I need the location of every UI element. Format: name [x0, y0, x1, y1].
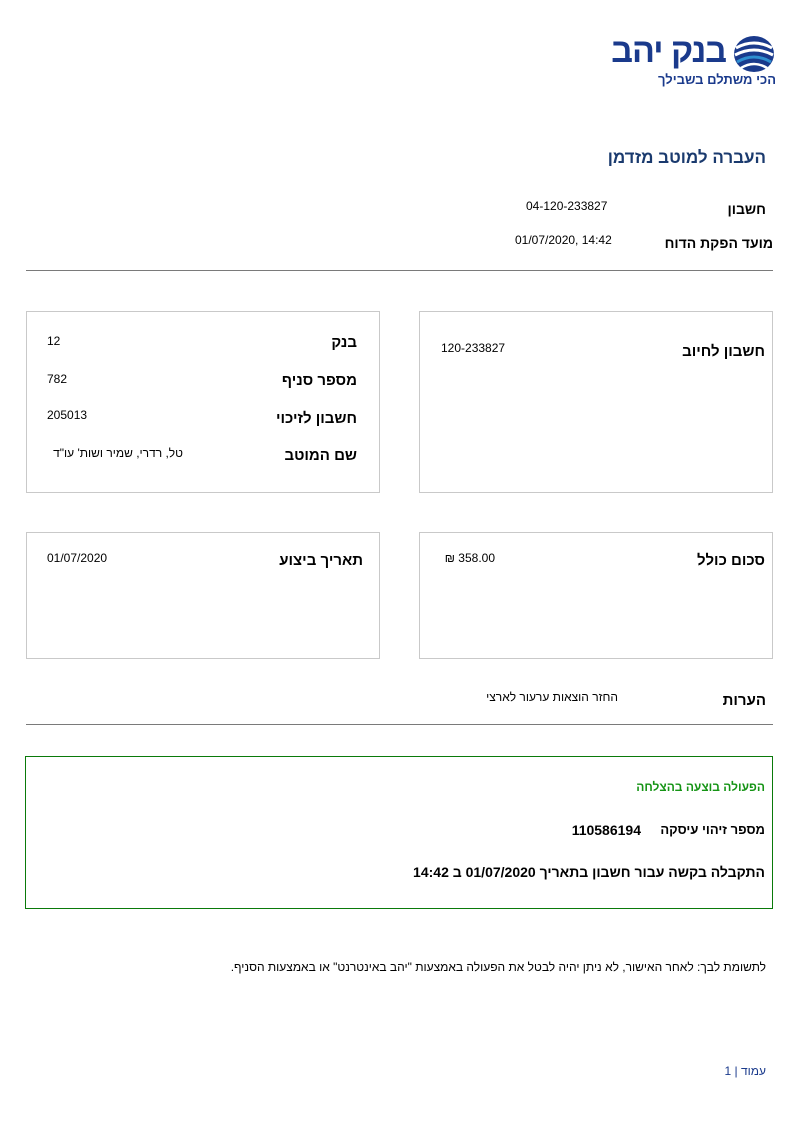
report-time-value: 01/07/2020, 14:42 [515, 233, 612, 247]
account-label: חשבון [727, 201, 766, 217]
remarks-value: החזר הוצאות ערעור לארצי [486, 690, 618, 704]
beneficiary-card [26, 311, 380, 493]
page-title: העברה למוטב מזדמן [607, 148, 766, 167]
branch-label: מספר סניף [281, 372, 357, 389]
amount-value: 358.00 ₪ [444, 551, 495, 565]
page-number: 1 [724, 1064, 732, 1078]
remarks-label: הערות [722, 692, 766, 709]
result-status: הפעולה בוצעה בהצלחה [636, 780, 765, 794]
account-value: 04-120-233827 [526, 199, 608, 213]
page-label: עמוד [741, 1064, 766, 1078]
amount-card [419, 532, 773, 659]
amount-label: סכום כולל [697, 552, 765, 569]
page-separator: | [731, 1064, 738, 1078]
request-received-text: התקבלה בקשה עבור חשבון בתאריך 01/07/2020 ב 14:42 [413, 864, 765, 880]
bank-tagline: הכי משתלם בשבילך [658, 72, 776, 87]
result-panel [25, 756, 773, 909]
credit-account-label: חשבון לזיכוי [275, 410, 357, 427]
execution-date-label: תאריך ביצוע [279, 552, 363, 569]
bank-name: בנק יהב [611, 32, 726, 70]
execution-date-card [26, 532, 380, 659]
divider [26, 270, 773, 271]
transaction-ref-value: 110586194 [571, 822, 641, 838]
report-time-label: מועד הפקת הדוח [664, 235, 773, 251]
debit-account-label: חשבון לחיוב [682, 343, 765, 360]
bank-value: 12 [47, 334, 61, 348]
globe-logo-icon [732, 34, 776, 74]
divider [26, 724, 773, 725]
debit-account-value: 120-233827 [441, 341, 506, 355]
credit-account-value: 205013 [47, 408, 88, 422]
bank-label: בנק [331, 334, 357, 351]
beneficiary-name-value: טל, רדרי, שמיר ושות' עו"ד [53, 446, 183, 460]
debit-account-card [419, 311, 773, 493]
beneficiary-name-label: שם המוטב [284, 447, 357, 464]
transaction-ref-label: מספר זיהוי עיסקה [660, 822, 765, 837]
branch-value: 782 [47, 372, 68, 386]
cancellation-note: לתשומת לבך: לאחר האישור, לא ניתן יהיה לבטל את הפעולה באמצעות "יהב באינטרנט" או באמצעות הסניף. [230, 960, 766, 974]
bank-logo [596, 34, 776, 90]
page-indicator [725, 1064, 766, 1078]
execution-date-value: 01/07/2020 [47, 551, 108, 565]
